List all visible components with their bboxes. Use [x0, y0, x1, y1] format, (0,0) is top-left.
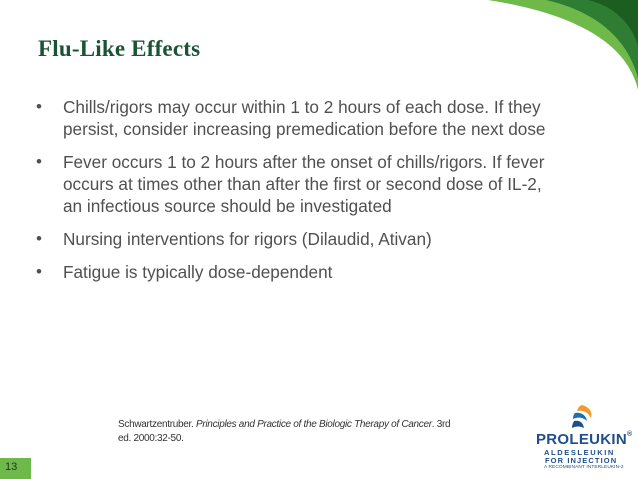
proleukin-logo — [536, 404, 632, 474]
bullet-item — [36, 228, 556, 250]
bullet-marker: • — [36, 262, 42, 281]
bullet-text: Nursing interventions for rigors (Dilaudid, Ativan) — [63, 229, 432, 249]
logo-subtitle-1: ALDESLEUKIN — [544, 448, 615, 457]
logo-name — [536, 431, 633, 448]
bullet-text: Fever occurs 1 to 2 hours after the onset of chills/rigors. If fever occurs at times other than after the first or second dose of IL-2, an infectious source should be investigated — [63, 152, 545, 216]
corner-decoration — [488, 0, 638, 90]
bullet-marker: • — [36, 97, 42, 116]
slide-title: Flu-Like Effects — [38, 36, 201, 61]
reference-citation — [118, 418, 458, 446]
bullet-marker: • — [36, 229, 42, 248]
bullet-list — [36, 96, 556, 294]
bullet-text: Chills/rigors may occur within 1 to 2 hours of each dose. If they persist, consider increasing premedication before the next dose — [63, 97, 546, 139]
reference-work-title: Principles and Practice of the Biologic Therapy of Cancer — [195, 419, 432, 430]
page-number-badge — [0, 458, 31, 479]
reference-details: . 3rd ed. 2000:32-50. — [118, 419, 451, 444]
bullet-item — [36, 96, 556, 140]
bullet-item — [36, 261, 556, 283]
logo-registered-mark: ® — [627, 431, 633, 438]
logo-subtitle-3: A RECOMBINANT INTERLEUKIN-2 — [544, 465, 624, 470]
proleukin-swirl-icon — [569, 404, 595, 430]
bullet-marker: • — [36, 152, 42, 171]
logo-name-text: PROLEUKIN — [536, 431, 628, 448]
bullet-text: Fatigue is typically dose-dependent — [63, 262, 333, 282]
page-number: 13 — [5, 461, 18, 473]
reference-author: Schwartzentruber. — [118, 419, 196, 430]
bullet-item — [36, 151, 556, 217]
logo-subtitle-2: FOR INJECTION — [545, 456, 618, 465]
